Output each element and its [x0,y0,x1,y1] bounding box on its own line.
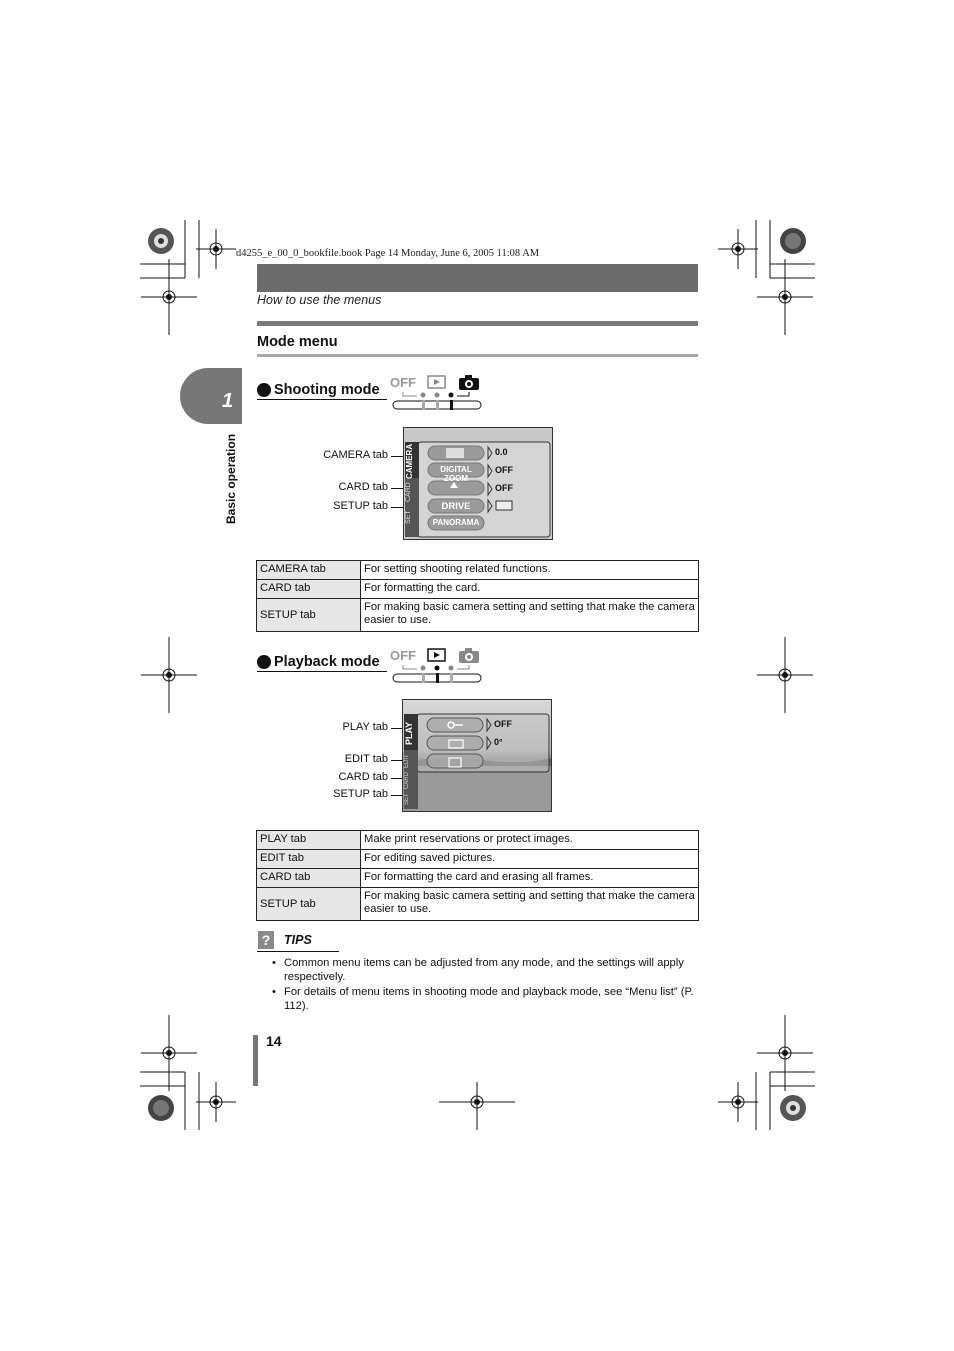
table-cell-tab: CAMERA tab [257,561,361,580]
table-cell-tab: SETUP tab [257,888,361,921]
shooting-tabs-table [256,560,699,632]
shooting-mode-title: Shooting mode [274,382,380,398]
lcd-tab-edit: EDIT [404,754,410,768]
tips-underline [257,951,339,952]
callout-play-tab: PLAY tab [342,721,388,733]
chapter-label: Basic operation [224,433,238,524]
table-row [257,831,699,850]
playback-mode-heading [257,654,380,670]
tips-question-icon: ? [258,931,274,949]
table-cell-desc: For formatting the card and erasing all frames. [361,869,699,888]
section-header-bar [257,264,698,292]
callout-card-tab: CARD tab [338,771,388,783]
lcd-item-drive: DRIVE [441,501,471,512]
table-cell-desc: For editing saved pictures. [361,850,699,869]
dial-off-label: OFF [390,375,416,390]
table-cell-tab: CARD tab [257,580,361,599]
lcd-value-protect: OFF [494,719,512,729]
lcd-item-panorama: PANORAMA [432,518,480,527]
page-number-bar [253,1035,258,1086]
lcd-tab-card: CARD [404,771,410,789]
playback-mode-title: Playback mode [274,654,380,670]
lcd-tab-play: PLAY [404,721,414,745]
lcd-tab-card: CARD [405,482,412,502]
tips-item: • For details of menu items in shooting mode and playback mode, see “Menu list” (P. 112). [270,985,700,1013]
table-row [257,580,699,599]
table-cell-tab: SETUP tab [257,599,361,632]
bullet-icon [257,383,271,397]
section-title: How to use the menus [257,293,382,307]
playback-underline [257,671,387,672]
tips-list [270,956,700,1014]
dial-icons [389,372,484,412]
file-header: d4255_e_00_0_bookfile.book Page 14 Monday, June 6, 2005 11:08 AM [236,248,540,259]
table-cell-desc: For formatting the card. [361,580,699,599]
table-cell-desc: For making basic camera setting and setting that make the camera easier to use. [361,599,699,632]
heading-rule [257,321,698,326]
lcd-tab-camera: CAMERA [405,443,414,479]
table-cell-desc: For making basic camera setting and setting that make the camera easier to use. [361,888,699,921]
table-cell-desc: For setting shooting related functions. [361,561,699,580]
dial-icons [389,645,484,685]
table-cell-tab: PLAY tab [257,831,361,850]
tips-item: • Common menu items can be adjusted from any mode, and the settings will apply respectively. [270,956,700,984]
playback-lcd-screen [402,699,552,812]
table-row [257,599,699,632]
lcd-tab-setup: SET [404,793,410,805]
callout-setup-tab: SETUP tab [333,788,388,800]
callout-setup-tab: SETUP tab [333,500,388,512]
chapter-number: 1 [222,390,234,412]
bullet-icon [257,655,271,669]
page-heading: Mode menu [257,334,338,350]
shooting-mode-heading [257,382,380,398]
shooting-lcd-screen [403,427,553,540]
callout-edit-tab: EDIT tab [344,753,388,765]
table-cell-tab: CARD tab [257,869,361,888]
heading-underline [257,354,698,357]
callout-camera-tab: CAMERA tab [323,449,388,461]
lcd-value-exposure: 0.0 [495,447,508,457]
mode-dial-playback [389,645,484,685]
table-cell-tab: EDIT tab [257,850,361,869]
table-row [257,888,699,921]
playback-tabs-table [256,830,699,921]
mode-dial-camera [389,372,484,412]
page-number: 14 [266,1033,282,1049]
lcd-tab-setup: SET [405,510,412,524]
dial-off-label: OFF [390,648,416,663]
table-row [257,561,699,580]
lcd-value-zoom: OFF [495,465,513,475]
lcd-item-digital-zoom: DIGITAL ZOOM [440,465,472,483]
table-cell-desc: Make print reservations or protect images. [361,831,699,850]
table-row [257,869,699,888]
lcd-value-macro: OFF [495,483,513,493]
lcd-value-rotate: 0° [494,737,503,747]
table-row [257,850,699,869]
tips-title: TIPS [284,933,312,947]
callout-card-tab: CARD tab [338,481,388,493]
shooting-underline [257,399,387,400]
